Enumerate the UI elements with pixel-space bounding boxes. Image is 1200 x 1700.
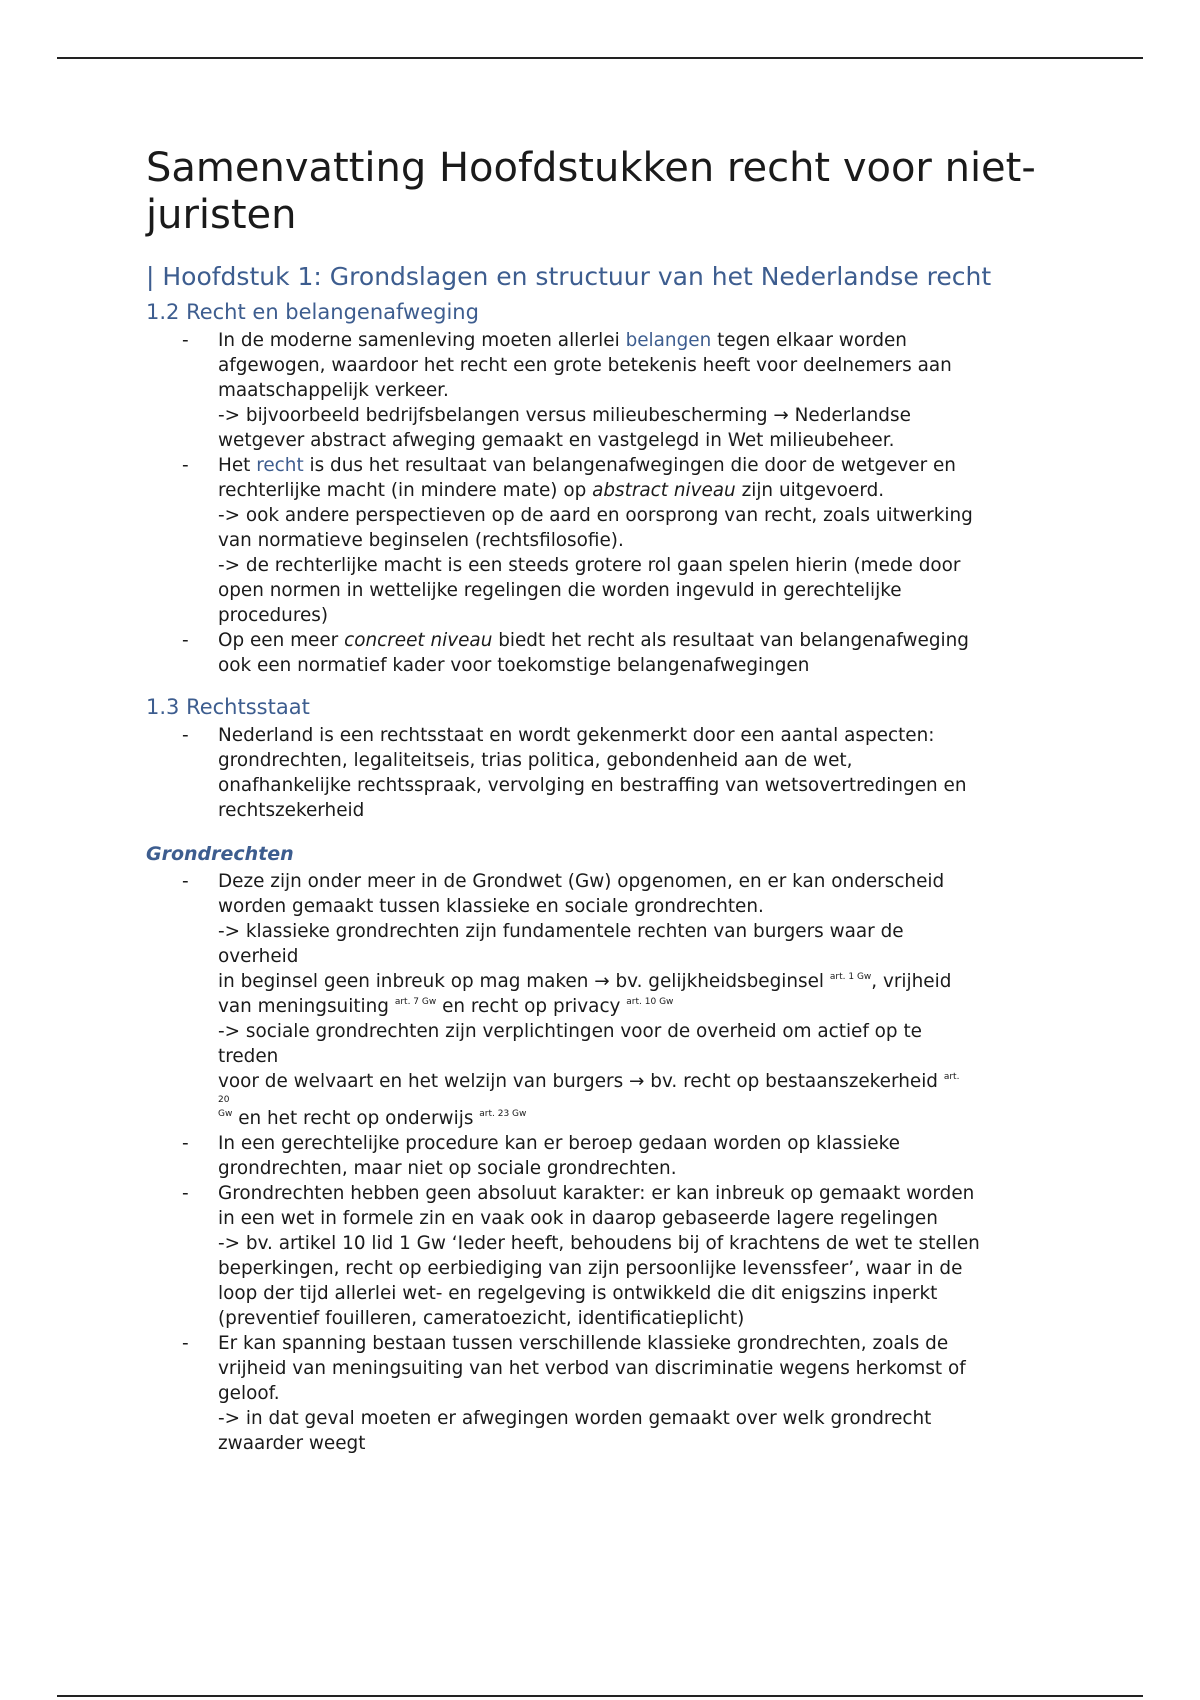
article-reference: Gw: [218, 1108, 233, 1119]
article-reference: art. 23 Gw: [479, 1108, 527, 1119]
list-item: - In de moderne samenleving moeten allerlei belangen tegen elkaar worden afgewogen, waardoor het recht een grote betekenis heeft voor deelnemers aan maatschappelijk verkeer. -> bijvoorbeeld bedrijfsbelangen versus milieubescherming → Nederlandse wetgever abstract afweging gemaakt en vastgelegd in Wet milieubeheer.: [146, 328, 1056, 453]
article-reference: art. 7 Gw: [394, 996, 437, 1007]
chapter-heading: | Hoofdstuk 1: Grondslagen en structuur van het Nederlandse recht: [146, 262, 992, 291]
article-reference: art.: [943, 1071, 960, 1082]
bottom-rule: [57, 1695, 1143, 1697]
list-item: - Deze zijn onder meer in de Grondwet (Gw) opgenomen, en er kan onderscheid worden gemaakt tussen klassieke en sociale grondrechten. -> klassieke grondrechten zijn fundamentele rechten van burgers waar de overheid in beginsel geen inbreuk op mag maken → bv. gelijkheidsbeginsel $^{art. 1 Gw}$, vrijheid van meningsuiting $^{art. 7 Gw}$ en recht op privacy $^{art. 10 Gw}$ -> sociale grondrechten zijn verplichtingen voor de overheid om actief op te treden voor de welvaart en het welzijn van burgers → bv. recht op bestaanszekerheid $^{art.}$ 20 $^{Gw}$ en het recht op onderwijs $^{art. 23 Gw}$: [146, 869, 1056, 1131]
section-1-2-list: [146, 328, 1056, 678]
section-1-3-heading: 1.3 Rechtsstaat: [146, 695, 310, 719]
grondrechten-heading: Grondrechten: [146, 843, 294, 865]
section-1-2-heading: 1.2 Recht en belangenafweging: [146, 300, 479, 324]
title-line-2: juristen: [146, 192, 297, 238]
list-item: - In een gerechtelijke procedure kan er beroep gedaan worden op klassieke grondrechten, maar niet op sociale grondrechten.: [146, 1131, 1056, 1181]
list-item: - Grondrechten hebben geen absoluut karakter: er kan inbreuk op gemaakt worden in een wet in formele zin en vaak ook in daarop gebaseerde lagere regelingen -> bv. artikel 10 lid 1 Gw ‘Ieder heeft, behoudens bij of krachtens de wet te stellen beperkingen, recht op eerbiediging van zijn persoonlijke levenssfeer’, waar in de loop der tijd allerlei wet- en regelgeving is ontwikkeld die dit enigszins inperkt (preventief fouilleren, cameratoezicht, identificatieplicht): [146, 1181, 1056, 1331]
document-body: [146, 145, 1056, 1456]
article-reference: art. 10 Gw: [626, 996, 674, 1007]
list-item: - Op een meer concreet niveau biedt het recht als resultaat van belangenafweging ook een normatief kader voor toekomstige belangenafwegingen: [146, 628, 1056, 678]
list-item: - Nederland is een rechtsstaat en wordt gekenmerkt door een aantal aspecten: grondrechten, legaliteitseis, trias politica, gebondenheid aan de wet, onafhankelijke rechtsspraak, vervolging en bestraffing van wetsovertredingen en rechtszekerheid: [146, 723, 1056, 823]
article-reference: art. 1 Gw: [829, 971, 872, 982]
top-rule: [57, 57, 1143, 59]
list-item: - Er kan spanning bestaan tussen verschillende klassieke grondrechten, zoals de vrijheid van meningsuiting van het verbod van discriminatie wegens herkomst of geloof. -> in dat geval moeten er afwegingen worden gemaakt over welk grondrecht zwaarder weegt: [146, 1331, 1056, 1456]
recht-term: recht: [256, 455, 304, 476]
section-1-3-list: [146, 723, 1056, 823]
grondrechten-list: [146, 869, 1056, 1456]
document-title: [146, 145, 1056, 239]
list-item: - Het recht is dus het resultaat van belangenafwegingen die door de wetgever en rechterlijke macht (in mindere mate) op abstract niveau zijn uitgevoerd. -> ook andere perspectieven op de aard en oorsprong van recht, zoals uitwerking van normatieve beginselen (rechtsfilosofie). -> de rechterlijke macht is een steeds grotere rol gaan spelen hierin (mede door open normen in wettelijke regelingen die worden ingevuld in gerechtelijke procedures): [146, 453, 1056, 628]
title-line-1: Samenvatting Hoofdstukken recht voor niet-: [146, 145, 1036, 191]
article-number: 20: [218, 1095, 230, 1105]
belangen-term: belangen: [625, 330, 712, 351]
